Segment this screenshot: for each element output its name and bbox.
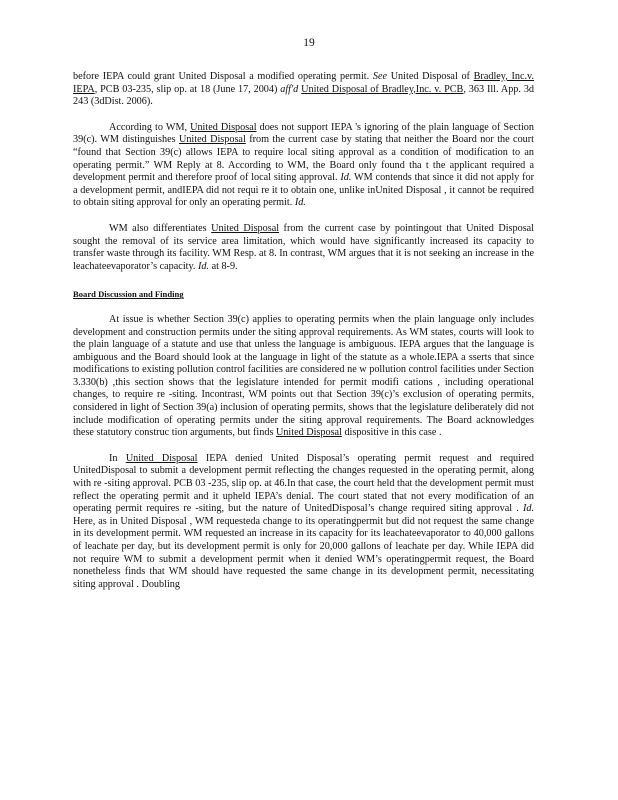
paragraph-3 (73, 223, 534, 273)
p2-text-1: According to WM, (109, 121, 191, 133)
p1-see-signal: See (372, 71, 388, 82)
p4-text-2: dispositive in this case . (341, 427, 442, 439)
paragraph-2 (73, 122, 534, 210)
paragraph-1 (73, 71, 534, 109)
p4-text-1: At issue is whether Section 39(c) applies to operating permits when the plain language only includes development and construction permits under the siting approval requirements. As WM states, courts will look to the plain language of a statute and use that unless the language is ambiguous. IEPA argues that the language is ambiguous and the Board should look at the language in light of the statute as a whole.IEPA a sserts that since modifications to existing pollution control facilities are considered ne w pollution control facilities under Section 3.330(b) ,this section shows that the legislature intended for permit modifi cations , including operational changes, to require re -siting. Incontrast, WM points out that Section 39(c)’s exclusion of operating permits, considered in light of Section 39(a) inclusion of operating permits, shows that the legislature deliberately did not include modification of operating permits under the siting approval requirements. The Board acknowledges these statutory construc tion arguments, but finds (73, 313, 534, 439)
p4-case-name-1: United Disposal (275, 427, 342, 439)
p5-text-2: IEPA denied United Disposal’s operating permit request and required UnitedDisposal to submit a development permit reflecting the changes requested in the operating permit, along with re -siting approval. PCB 03 -235, slip op. at 46.In that case, the court held that the development permit must reflect the operating permit and it upheld IEPA’s denial. The court stated that not every modification of an operating permit requires re -siting, but the nature of UnitedDisposal’s change required siting approval . (73, 452, 534, 515)
p3-text-2: from the current case by pointingout that United Disposal sought the removal of its service area limitation, which would have significantly increased its capacity to transfer waste through its facility. WM Resp. at 8. In contrast, WM argues that it is not seeking an increase in the leachateevaporator’s capacity. (73, 222, 535, 272)
p3-text-1: WM also differentiates (109, 222, 212, 234)
section-heading: Board Discussion and Finding (73, 289, 184, 300)
paragraph-4 (73, 314, 534, 440)
p2-text-4: WM contends that since it did not apply for a development permit, andIEPA did not requi re it to obtain one, unlike inUnited Disposal , it cannot be required to obtain siting approval for only an operating permit. (73, 172, 534, 209)
p1-text-5: , 363 Ill. App. 3d 243 (3dDist. 2006). (73, 83, 535, 108)
p2-case-name-2: United Disposal (178, 134, 246, 146)
p1-case-citation-2: United Disposal of Bradley,Inc. v. PCB (301, 83, 464, 95)
p2-id-citation-2: Id. (294, 197, 306, 209)
p1-text-2: United Disposal of (387, 71, 474, 82)
p5-id-citation-1: Id. (522, 503, 534, 515)
paragraph-5 (73, 453, 534, 592)
page-number: 19 (303, 37, 315, 49)
p5-text-3: Here, as in United Disposal , WM requesteda change to its operatingpermit but did not request the same change in its development permit. WM requested an increase in its capacity for its leachateevaporator to 40,000 gallons of leachate per day, but its development permit is only for 20,000 gallons of leachate per day. While IEPA did not require WM to submit a development permit when it denied WM’s operatingpermit request, the Board nonetheless finds that WM should have requested the same change in its development permit, necessitating siting approval . Doubling (73, 515, 534, 590)
page-body (73, 71, 534, 591)
p2-id-citation-1: Id. (340, 172, 352, 184)
p1-case-citation-1: Bradley, Inc.v. IEPA (73, 71, 534, 95)
p5-case-name-1: United Disposal (125, 452, 198, 464)
p1-text-1: before IEPA could grant United Disposal a modified operating permit. (73, 71, 373, 82)
p2-text-3: from the current case by stating that neither the Board nor the court “found that Section 39(c) allows IEPA to require local siting approval as a condition of modification to an operating permit.” WM Reply at 8. According to WM, the Board only found tha t the applicant required a development permit and therefore proof of local siting approval. (73, 134, 534, 184)
p5-text-1: In (109, 452, 126, 464)
p2-text-2: does not support IEPA 's ignoring of the plain language of Section 39(c). WM distinguishes (73, 121, 534, 146)
p2-case-name-1: United Disposal (190, 121, 257, 133)
p1-text-3: , PCB 03-235, slip op. at 18 (June 17, 2004) (94, 83, 281, 95)
p3-case-name-1: United Disposal (211, 222, 280, 234)
p1-affd-signal: aff'd (280, 83, 299, 95)
p3-text-3: at 8-9. (209, 260, 238, 272)
p3-id-citation-1: Id. (198, 260, 210, 272)
